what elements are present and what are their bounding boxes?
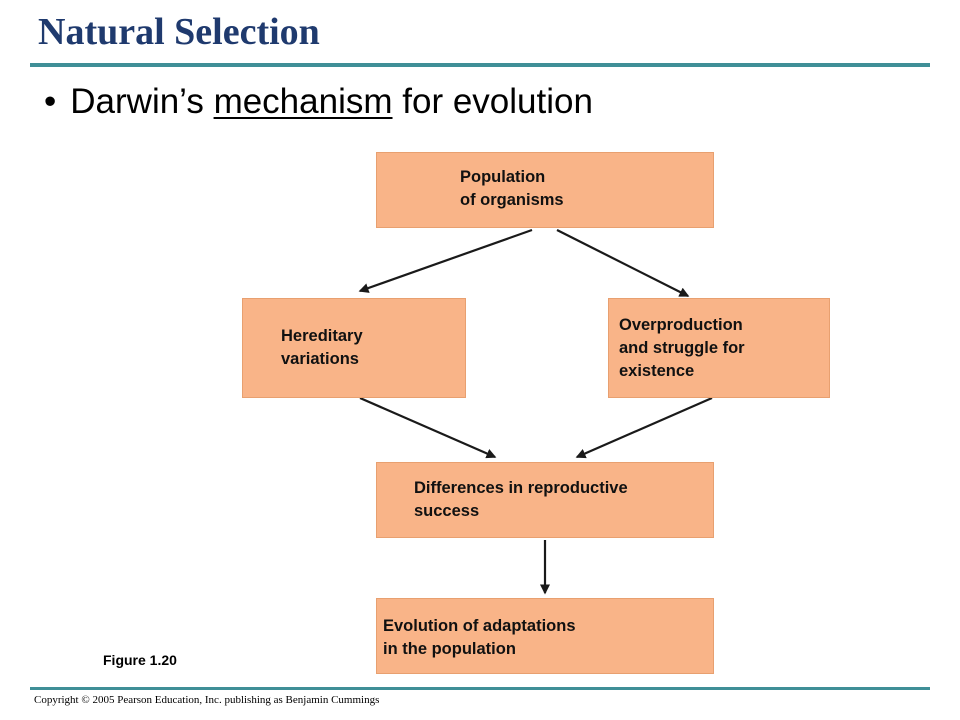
bullet-text-prefix: Darwin’s [70, 82, 204, 121]
node-population-label: Population of organisms [460, 168, 564, 209]
figure-label: Figure 1.20 [103, 652, 177, 668]
arrow-overproduction-to-differences [577, 398, 712, 457]
copyright-notice: Copyright © 2005 Pearson Education, Inc. publishing as Benjamin Cummings [34, 694, 380, 706]
node-differences-label: Differences in reproductive success [414, 479, 628, 520]
arrow-population-to-hereditary [360, 230, 532, 291]
bottom-divider [30, 687, 930, 690]
arrow-population-to-overproduction [557, 230, 688, 296]
arrow-hereditary-to-differences [360, 398, 495, 457]
node-population [376, 152, 714, 228]
node-evolution [376, 598, 714, 674]
node-overproduction-label: Overproduction and struggle for existence [619, 316, 745, 380]
node-differences [376, 462, 714, 538]
slide-title: Natural Selection [38, 11, 320, 53]
bullet-text-suffix: for evolution [402, 82, 593, 121]
node-evolution-label: Evolution of adaptations in the population [383, 617, 576, 658]
bullet-symbol: • [44, 82, 57, 121]
node-hereditary [242, 298, 466, 398]
bullet-text-underlined: mechanism [213, 82, 393, 121]
node-hereditary-label: Hereditary variations [281, 327, 363, 368]
node-overproduction [608, 298, 830, 398]
